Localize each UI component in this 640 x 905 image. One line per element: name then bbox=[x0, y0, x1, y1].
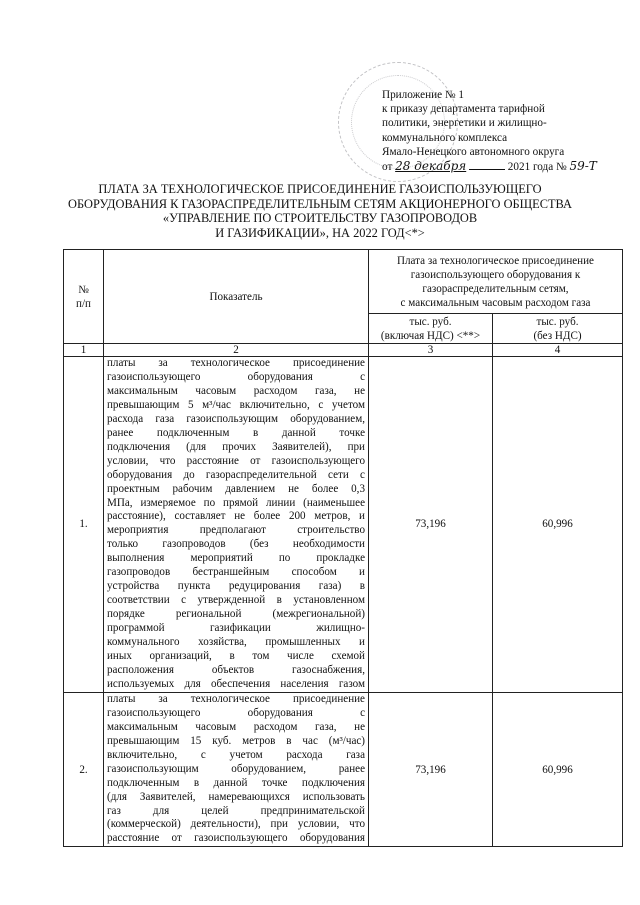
header-with-vat-line: (включая НДС) <**> bbox=[380, 329, 481, 342]
description-line: коммунального хозяйства, промышленных и bbox=[107, 636, 365, 649]
title-line: ПЛАТА ЗА ТЕХНОЛОГИЧЕСКОЕ ПРИСОЕДИНЕНИЕ ГАЗОИСПОЛЬЗУЮЩЕГО bbox=[98, 182, 542, 196]
column-number: 4 bbox=[493, 344, 623, 357]
description-line: максимальным часовым расходом газа, не bbox=[107, 720, 365, 733]
handwritten-number: 59-Т bbox=[569, 159, 597, 174]
value-with-vat: 73,196 bbox=[369, 692, 493, 846]
description-line: газоиспользующего оборудования с bbox=[107, 370, 365, 383]
group-header-line: с максимальным часовым расходом газа bbox=[400, 296, 591, 309]
row-number: 1. bbox=[64, 357, 104, 693]
date-prefix: от bbox=[382, 161, 393, 174]
table-row bbox=[64, 692, 623, 846]
description-line: устройства пункта редуцирования газа) в bbox=[107, 580, 365, 593]
document-title bbox=[60, 182, 580, 240]
annex-line: политики, энергетики и жилищно- bbox=[382, 117, 547, 130]
header-no-line: п/п bbox=[76, 297, 91, 310]
tariff-table bbox=[63, 249, 623, 847]
year-text: 2021 года № bbox=[507, 161, 567, 174]
annex-date-line bbox=[382, 159, 622, 174]
value-without-vat: 60,996 bbox=[493, 692, 623, 846]
description-line: расстояние от газоиспользующего оборудования bbox=[107, 832, 365, 845]
title-line: «УПРАВЛЕНИЕ ПО СТРОИТЕЛЬСТВУ ГАЗОПРОВОДОВ bbox=[162, 211, 478, 226]
description-line: превышающим 15 куб. метров в час (м³/час) bbox=[107, 734, 365, 747]
value-with-vat: 73,196 bbox=[369, 357, 493, 693]
header-with-vat bbox=[369, 314, 493, 344]
description-line: газопроводов бестраншейным способом и bbox=[107, 566, 365, 579]
description-line: ранее подключенным в данной точке bbox=[107, 426, 365, 439]
description-line: подключенным в данной точке подключения bbox=[107, 776, 365, 789]
description-line: газоиспользующего оборудования с bbox=[107, 706, 365, 719]
column-number: 3 bbox=[369, 344, 493, 357]
title-line: ОБОРУДОВАНИЯ К ГАЗОРАСПРЕДЕЛИТЕЛЬНЫМ СЕТЯМ АКЦИОНЕРНОГО ОБЩЕСТВА bbox=[68, 196, 572, 211]
annex-line: Приложение № 1 bbox=[382, 89, 464, 101]
description-line: платы за технологическое присоединение bbox=[107, 692, 365, 705]
description-line: расхода газа газоиспользующим оборудованием, bbox=[107, 412, 365, 425]
title-line: И ГАЗИФИКАЦИИ», НА 2022 ГОД<*> bbox=[215, 225, 425, 240]
description-line: выполнения мероприятий по прокладке bbox=[107, 552, 365, 565]
description-line: только газопроводов (без необходимости bbox=[107, 538, 365, 551]
description-line: газоиспользующим оборудованием, ранее bbox=[107, 762, 365, 775]
value-without-vat: 60,996 bbox=[493, 357, 623, 693]
handwritten-date: 28 декабря bbox=[395, 159, 467, 174]
annex-header bbox=[382, 88, 622, 174]
description-line: мероприятия предполагают строительство bbox=[107, 524, 365, 537]
description-line: включительно, с учетом расхода газа bbox=[107, 748, 365, 761]
header-without-vat-line: тыс. руб. bbox=[536, 315, 579, 328]
annex-line: к приказу департамента тарифной bbox=[382, 103, 545, 116]
column-number: 2 bbox=[104, 344, 369, 357]
table-row bbox=[64, 357, 623, 693]
description-line: оборудования до газораспределительной сети с bbox=[107, 468, 365, 481]
header-without-vat-line: (без НДС) bbox=[533, 329, 582, 342]
description-line: (для Заявителей, намеревающихся использовать bbox=[107, 790, 365, 803]
description-line: газ для целей предпринимательской bbox=[107, 804, 365, 817]
column-number: 1 bbox=[64, 344, 104, 357]
description-line: превышающим 5 м³/час включительно, с учетом bbox=[107, 398, 365, 411]
description-line: расстояние), составляет не более 200 метров, и bbox=[107, 510, 365, 523]
group-header-line: газораспределительным сетям, bbox=[422, 282, 569, 295]
description-line: порядке региональной (межрегиональной) bbox=[107, 608, 365, 621]
description-line: МПа, измеряемое по прямой линии (наименьшее bbox=[107, 496, 365, 509]
description-line: используемых для обеспечения населения газом bbox=[107, 677, 365, 690]
header-indicator: Показатель bbox=[104, 250, 369, 344]
group-header-line: газоиспользующего оборудования к bbox=[410, 268, 581, 281]
header-no bbox=[64, 250, 104, 344]
description-line: (коммерческой) деятельности), при условии, что bbox=[107, 818, 365, 831]
description-line: подключения (для прочих Заявителей), при bbox=[107, 440, 365, 453]
header-with-vat-line: тыс. руб. bbox=[409, 315, 452, 328]
header-group bbox=[369, 250, 623, 314]
description-line: программой газификации жилищно- bbox=[107, 622, 365, 635]
description-line: соответствии с утвержденной в установленном bbox=[107, 594, 365, 607]
annex-line: коммунального комплекса bbox=[382, 131, 508, 144]
description-line: условии, что расстояние от газоиспользующего bbox=[107, 454, 365, 467]
row-description bbox=[104, 357, 369, 693]
description-line: иных организаций, в том числе схемой bbox=[107, 650, 365, 663]
group-header-line: Плата за технологическое присоединение bbox=[397, 254, 594, 267]
row-number: 2. bbox=[64, 692, 104, 846]
description-line: платы за технологическое присоединение bbox=[107, 357, 365, 369]
description-line: расположения объектов газоснабжения, bbox=[107, 663, 365, 676]
row-description bbox=[104, 692, 369, 846]
description-line: максимальным часовым расходом газа, не bbox=[107, 384, 365, 397]
annex-line: Ямало-Ненецкого автономного округа bbox=[382, 145, 565, 158]
header-without-vat bbox=[493, 314, 623, 344]
description-line: проектным рабочим давлением не более 0,3 bbox=[107, 482, 365, 495]
header-no-line: № bbox=[78, 283, 89, 296]
